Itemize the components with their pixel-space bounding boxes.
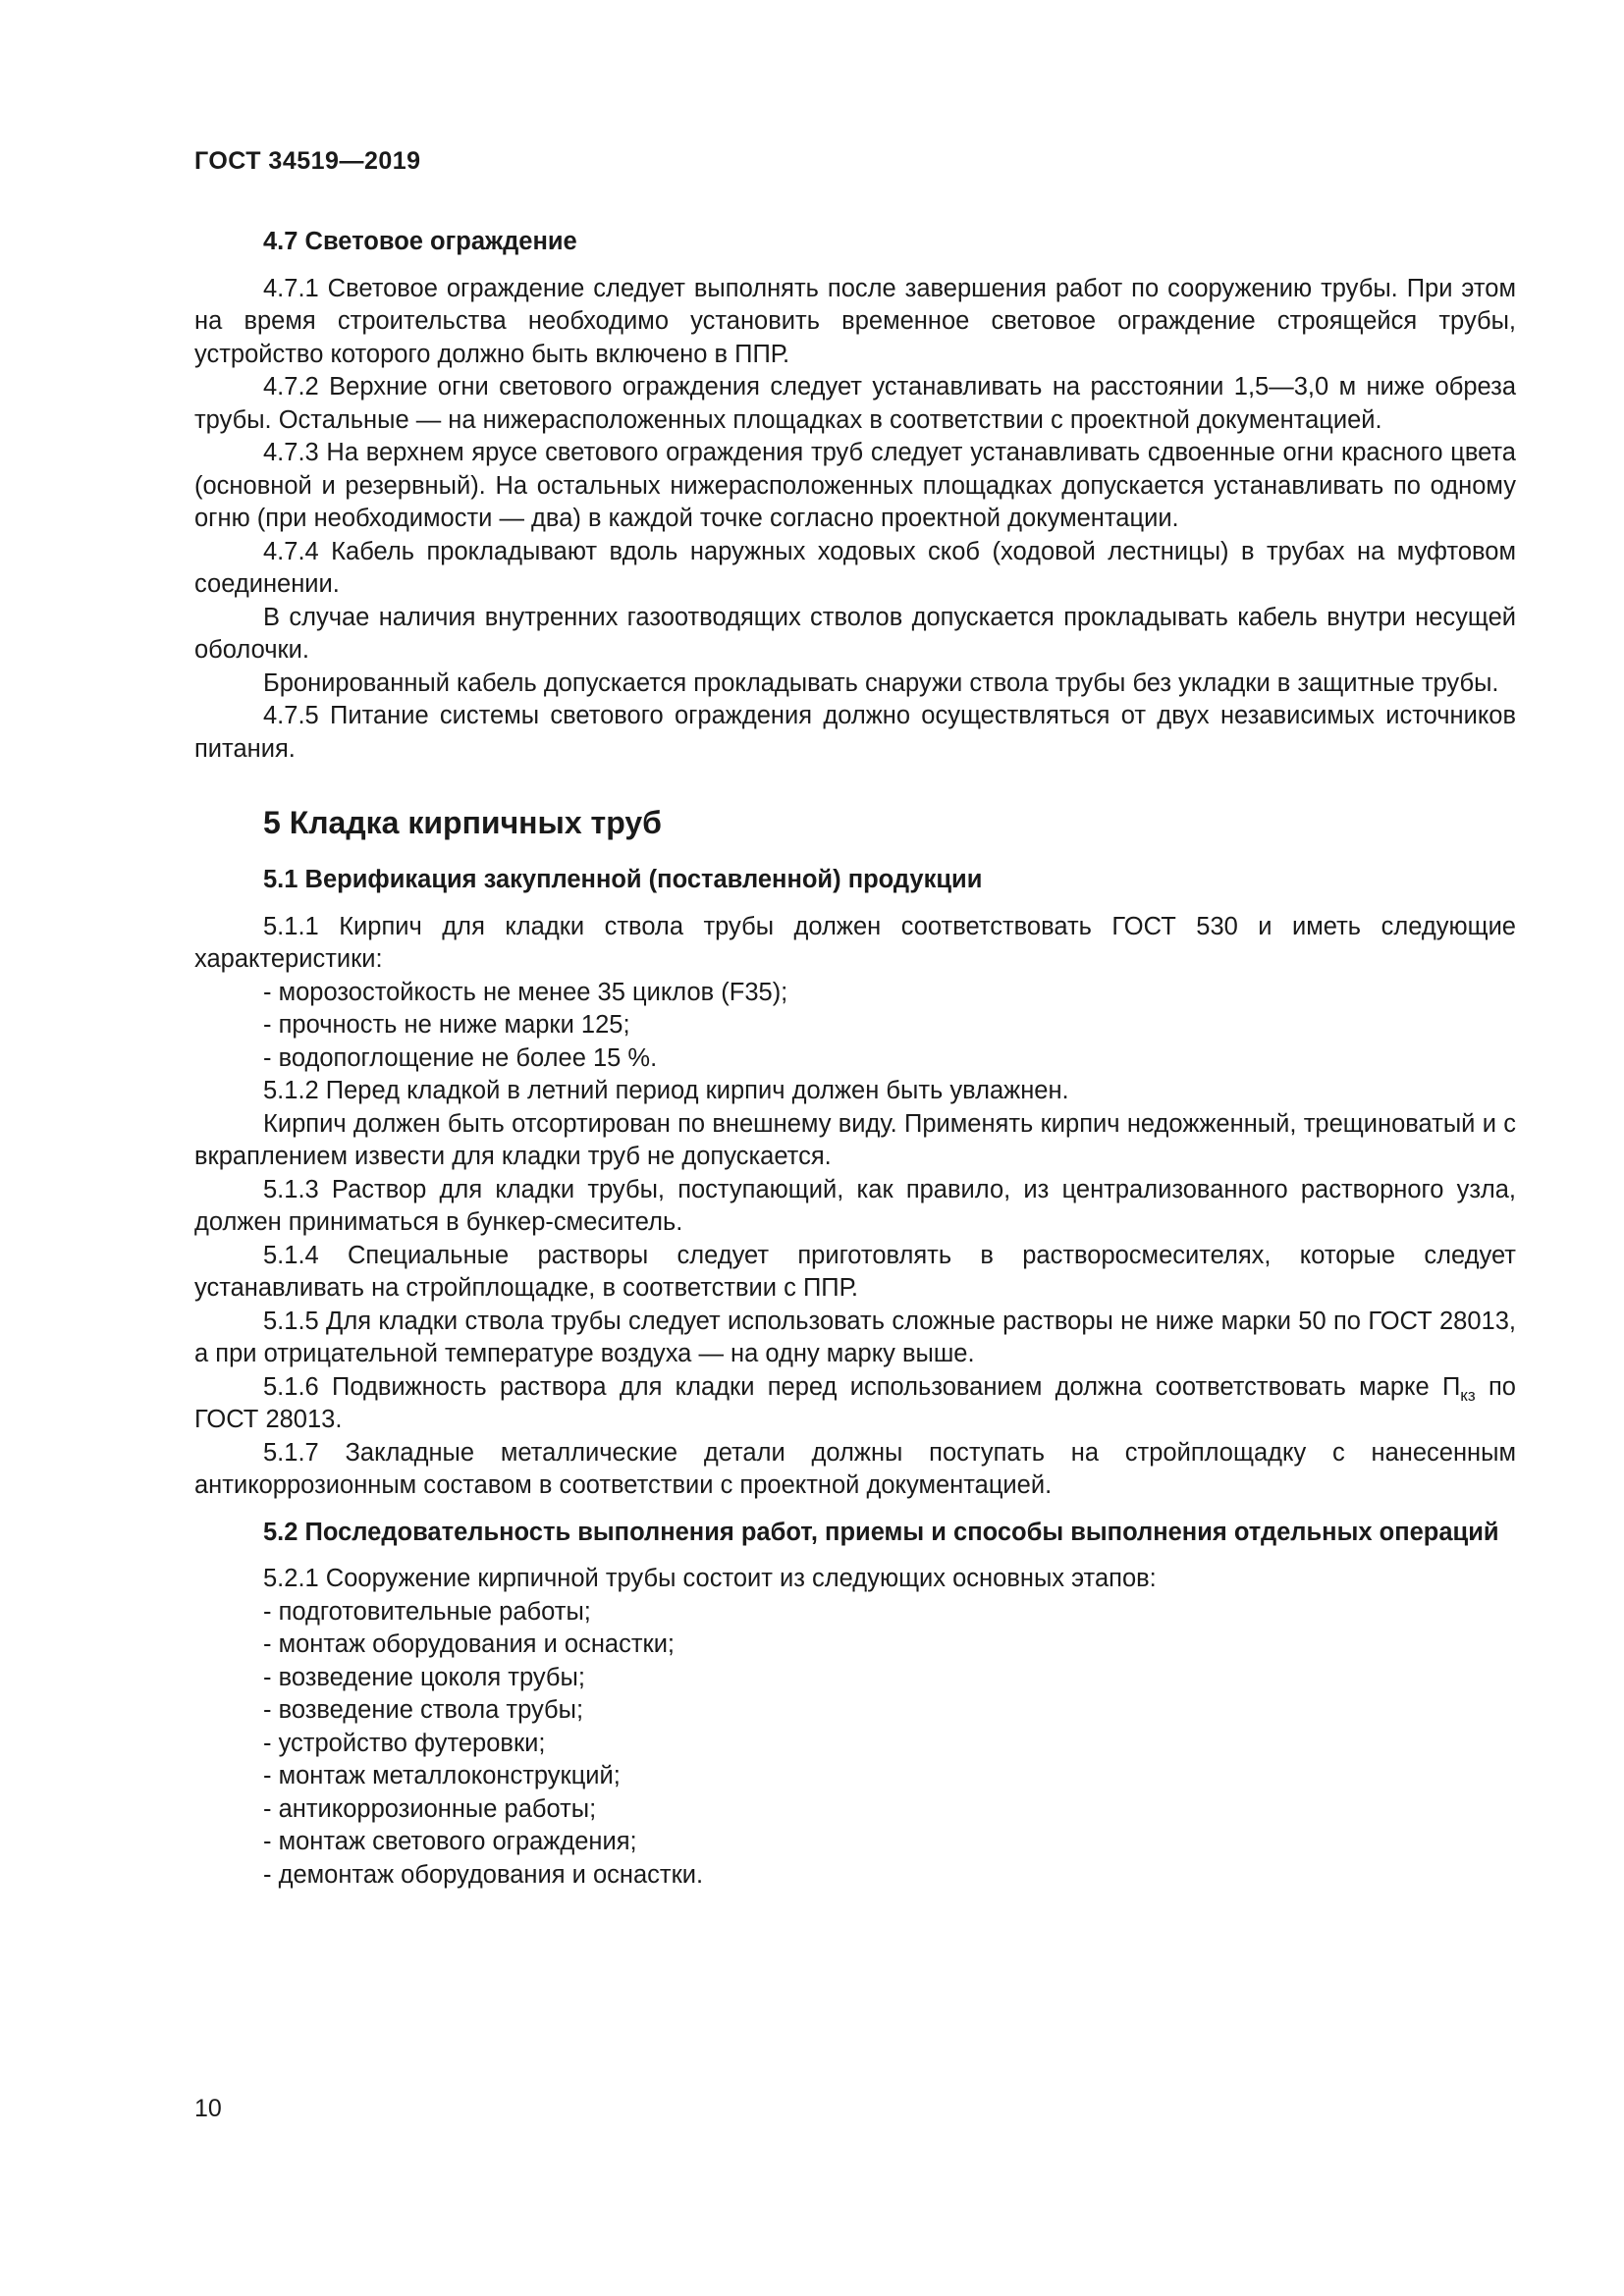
paragraph-5-1-3: 5.1.3 Раствор для кладки трубы, поступающий, как правило, из централизованного растворного узла, должен приниматься в бункер-смеситель.	[194, 1175, 1516, 1236]
paragraph-5-1-2: 5.1.2 Перед кладкой в летний период кирпич должен быть увлажнен.	[263, 1077, 1069, 1104]
paragraph-4-7-1: 4.7.1 Световое ограждение следует выполнять после завершения работ по сооружению трубы. При этом на время строительства необходимо установить временное световое ограждение строящейся трубы, устройство которого должно быть включено в ППР.	[194, 274, 1516, 368]
list-item: - водопоглощение не более 15 %.	[263, 1043, 658, 1072]
paragraph-4-7-4-c: Бронированный кабель допускается прокладывать снаружи ствола трубы без укладки в защитные трубы.	[263, 668, 1499, 697]
list-item: - возведение ствола трубы;	[263, 1696, 584, 1724]
list-item: - монтаж оборудования и оснастки;	[263, 1630, 676, 1658]
list-item: - монтаж светового ограждения;	[263, 1828, 637, 1855]
paragraph-5-1-6	[194, 1371, 1516, 1437]
list-item: - прочность не ниже марки 125;	[263, 1011, 630, 1039]
paragraph-5-1-2-b: Кирпич должен быть отсортирован по внешнему виду. Применять кирпич недожженный, трещиноватый и с вкраплением извести для кладки труб не допускается.	[194, 1109, 1516, 1170]
subscript-kz: кз	[1460, 1385, 1476, 1405]
document-header: ГОСТ 34519—2019	[194, 147, 421, 175]
paragraph-5-1-6-text: 5.1.6 Подвижность раствора для кладки перед использованием должна соответствовать марке П	[263, 1372, 1461, 1401]
paragraph-4-7-4: 4.7.4 Кабель прокладывают вдоль наружных ходовых скоб (ходовой лестницы) в трубах на муфтовом соединении.	[194, 537, 1516, 598]
list-item: - возведение цоколя трубы;	[263, 1663, 585, 1691]
list-item: - монтаж металлоконструкций;	[263, 1762, 621, 1789]
document-body	[194, 226, 1516, 1892]
paragraph-4-7-5: 4.7.5 Питание системы светового ограждения должно осуществляться от двух независимых источников питания.	[194, 702, 1516, 763]
section-5-2-title: 5.2 Последовательность выполнения работ, приемы и способы выполнения отдельных операций	[263, 1518, 1499, 1546]
paragraph-5-1-1: 5.1.1 Кирпич для кладки ствола трубы должен соответствовать ГОСТ 530 и иметь следующие характеристики:	[194, 912, 1516, 973]
list-item: - морозостойкость не менее 35 циклов (F35);	[263, 978, 788, 1006]
paragraph-4-7-3: 4.7.3 На верхнем ярусе светового ограждения труб следует устанавливать сдвоенные огни красного цвета (основной и резервный). На остальных нижерасположенных площадках допускается устанавливать по одному огню (при необходимости — два) в каждой точке согласно проектной документации.	[194, 439, 1516, 532]
paragraph-5-1-7: 5.1.7 Закладные металлические детали должны поступать на стройплощадку с нанесенным антикоррозионным составом в соответствии с проектной документацией.	[194, 1438, 1516, 1499]
page-number: 10	[194, 2095, 222, 2122]
paragraph-5-1-6-tail: по ГОСТ 28013.	[194, 1372, 1516, 1433]
list-item: - антикоррозионные работы;	[263, 1794, 597, 1823]
section-5-1-title: 5.1 Верификация закупленной (поставленной) продукции	[263, 866, 983, 893]
paragraph-4-7-4-b: В случае наличия внутренних газоотводящих стволов допускается прокладывать кабель внутри несущей оболочки.	[194, 603, 1516, 664]
section-5-title: 5 Кладка кирпичных труб	[263, 805, 662, 840]
section-4-7-title: 4.7 Световое ограждение	[263, 228, 577, 255]
list-item: - подготовительные работы;	[263, 1597, 591, 1626]
paragraph-5-2-1: 5.2.1 Сооружение кирпичной трубы состоит из следующих основных этапов:	[263, 1565, 1157, 1592]
list-item: - демонтаж оборудования и оснастки.	[263, 1860, 704, 1889]
list-item: - устройство футеровки;	[263, 1729, 546, 1757]
paragraph-4-7-2: 4.7.2 Верхние огни светового ограждения следует устанавливать на расстоянии 1,5—3,0 м ниже обреза трубы. Остальные — на нижерасположенных площадках в соответствии с проектной документацией.	[194, 373, 1516, 434]
paragraph-5-1-5: 5.1.5 Для кладки ствола трубы следует использовать сложные растворы не ниже марки 50 по ГОСТ 28013, а при отрицательной температуре воздуха — на одну марку выше.	[194, 1307, 1516, 1367]
paragraph-5-1-4: 5.1.4 Специальные растворы следует приготовлять в растворосмесителях, которые следует устанавливать на стройплощадке, в соответствии с ППР.	[194, 1241, 1516, 1302]
